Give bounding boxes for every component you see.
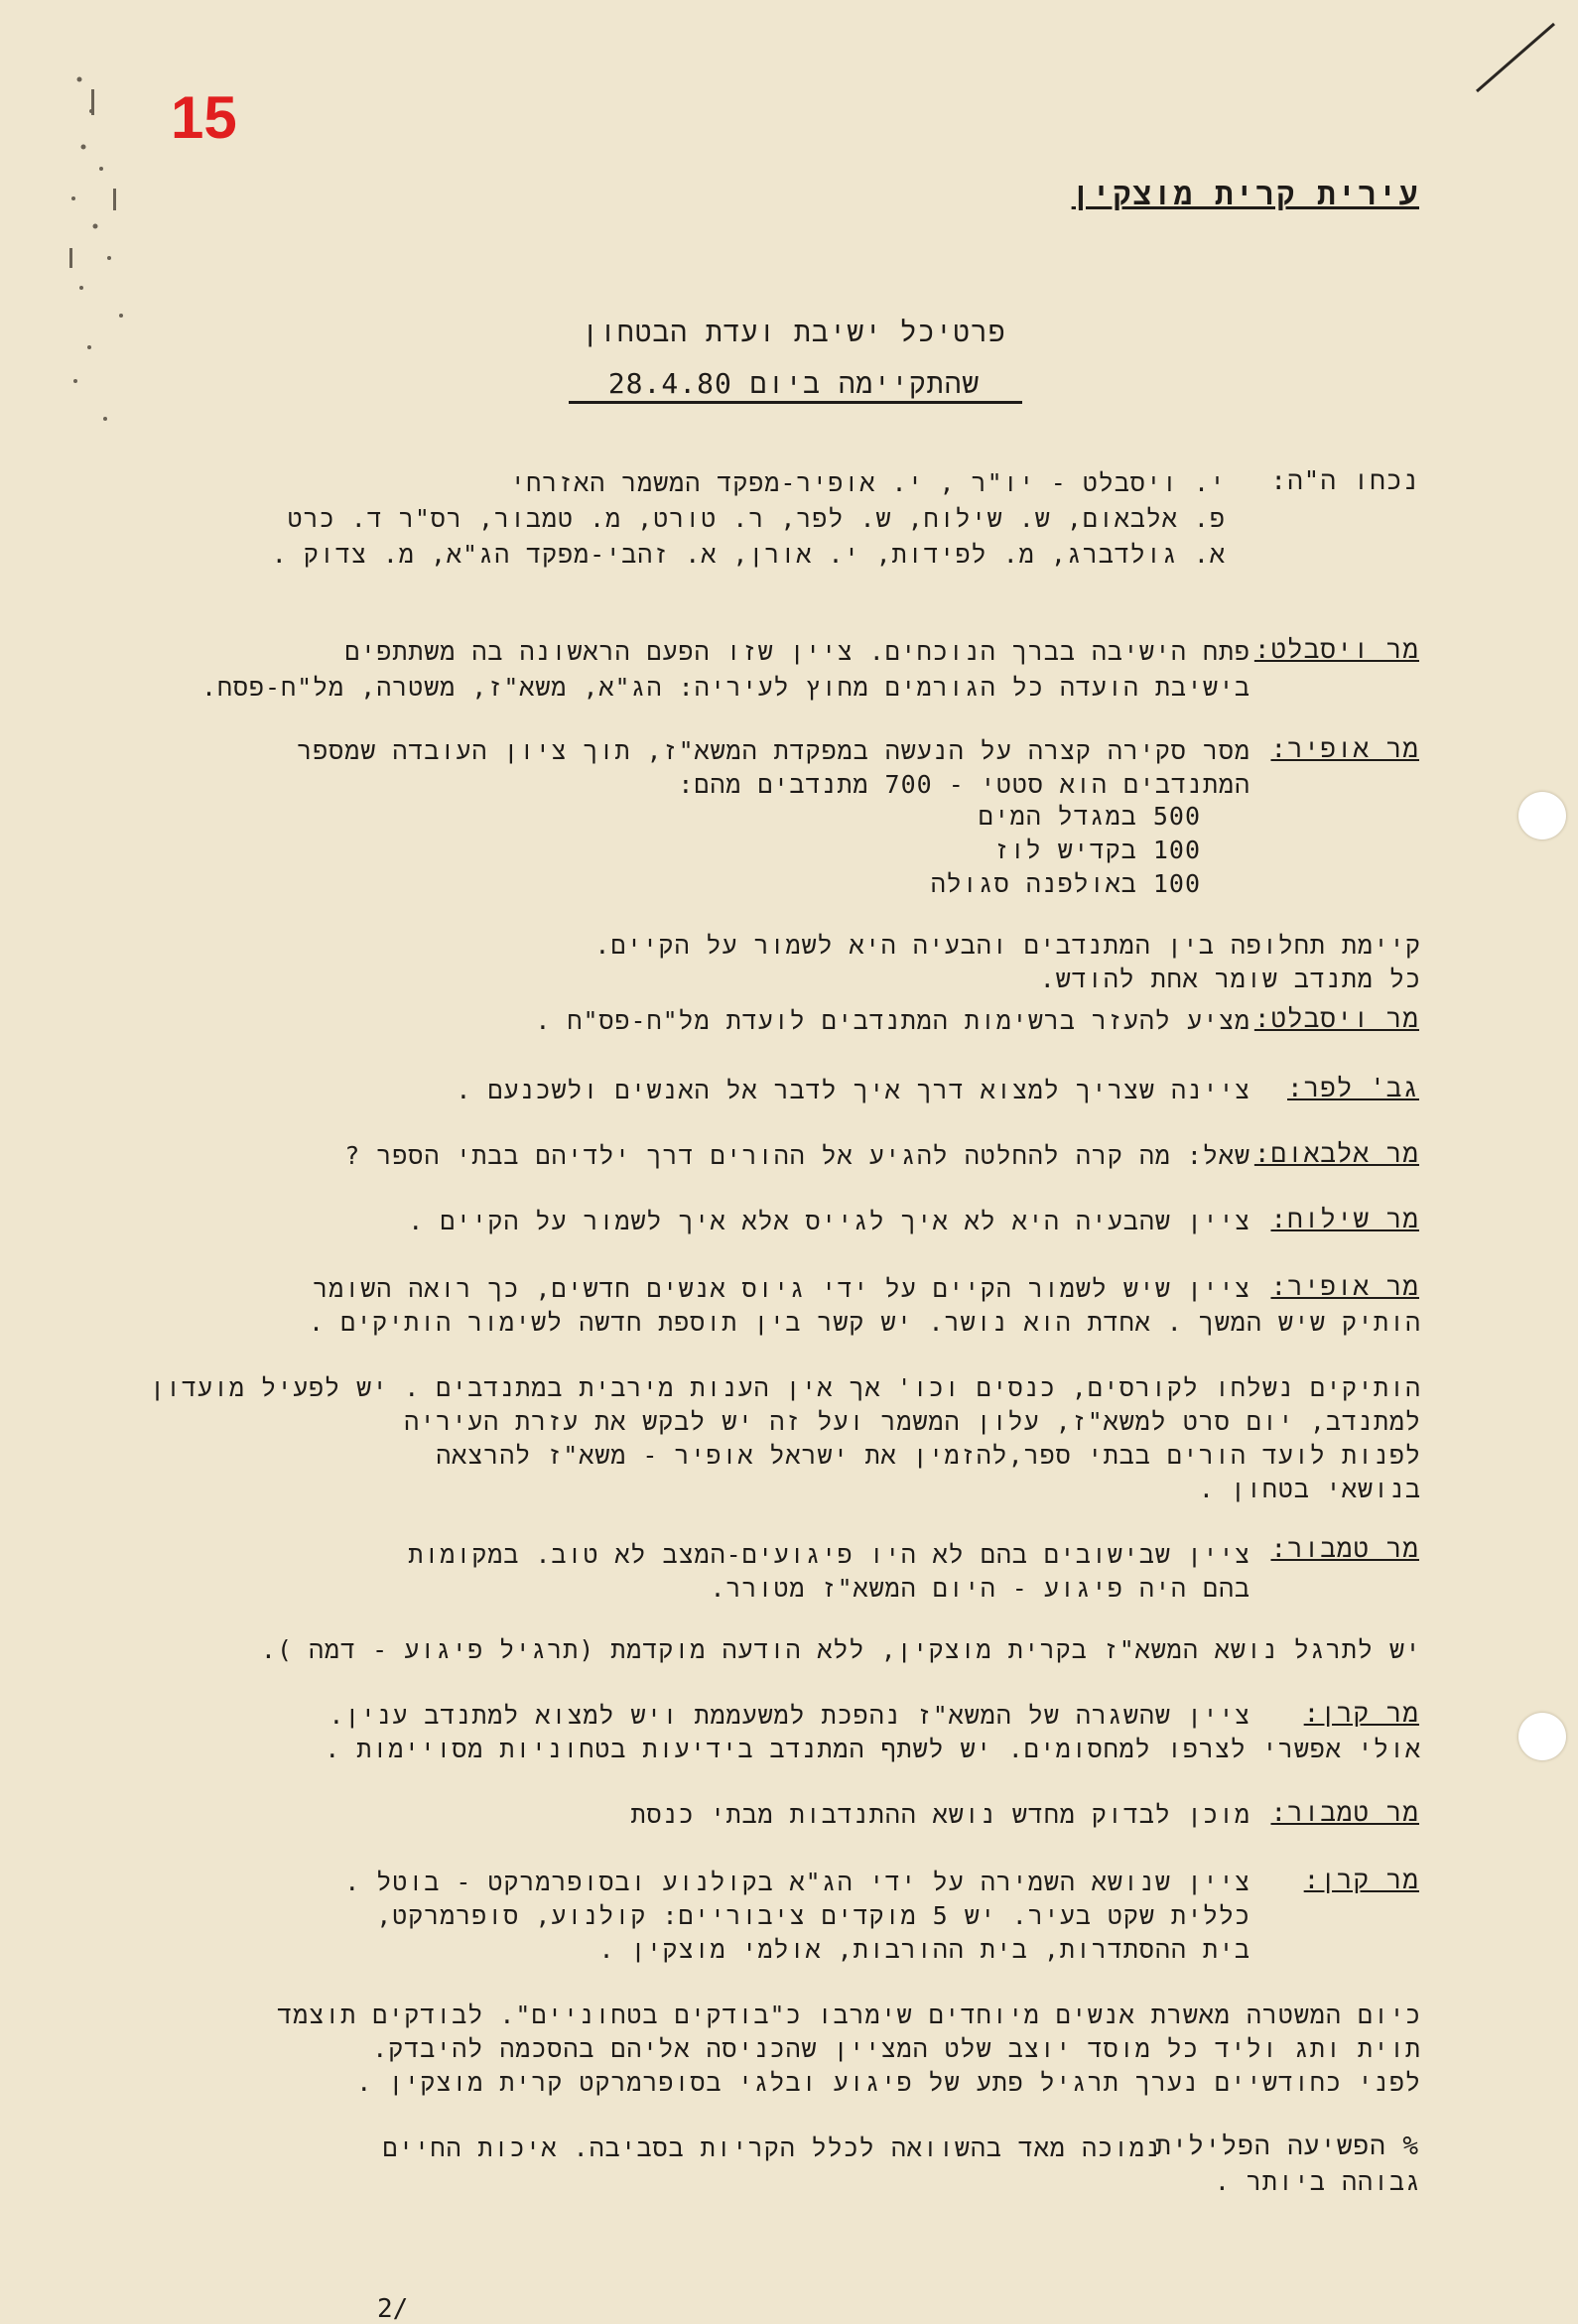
paragraph-line: הותיקים נשלחו לקורסים, כנסים וכו' אך אין הענות מירבית במתנדבים . יש לפעיל מועדון — [150, 1373, 1421, 1402]
volunteer-count-line: 100 באולפנה סגולה — [930, 869, 1201, 898]
speaker-label: מר ויסבלט: — [1253, 1004, 1419, 1034]
paragraph-line: לפנות לועד הורים בבתי ספר,להזמין את ישראל אופיר - משא"ז להרצאה — [436, 1441, 1421, 1470]
volunteer-count-line: 500 במגדל המים — [978, 802, 1201, 831]
statement-line: ציין שהבעיה היא לא איך לגייס אלא איך לשמור על הקיים . — [408, 1207, 1250, 1235]
statement-line: מוכן לבדוק מחדש נושא ההתנדבות מבתי כנסת — [630, 1800, 1250, 1829]
speaker-label: מר שילוח: — [1270, 1205, 1419, 1234]
statement-line: בהם היה פיגוע - היום המשא"ז מטורר. — [710, 1574, 1250, 1603]
paragraph-line: קיימת תחלופה בין המתנדבים והבעיה היא לשמור על הקיים. — [594, 931, 1421, 960]
statement-line: מציע להעזר ברשימות המתנדבים לועדת מל"ח-פס"ח . — [535, 1006, 1250, 1035]
punch-hole-lower — [1518, 1713, 1566, 1760]
punch-hole-upper — [1518, 792, 1566, 839]
statement-line: ציין שנושא השמירה על ידי הג"א בקולנוע ובסופרמרקט - בוטל . — [344, 1868, 1250, 1896]
pen-stroke-mark — [1467, 18, 1561, 97]
speaker-label: גב' לפר: — [1287, 1074, 1419, 1103]
speaker-label: מר טמבור: — [1270, 1798, 1419, 1828]
binder-punch-marks — [62, 50, 181, 466]
statement-line: אולי אפשרי לצרפו למחסומים. יש לשתף המתנדב בידיעות בטחוניות מסויימות . — [325, 1735, 1421, 1763]
present-label: נכחו ה"ה: — [1270, 466, 1419, 496]
document-title: פרטיכל ישיבת ועדת הבטחון — [582, 316, 1006, 348]
statement-line: ציינה שצריך למצוא דרך איך לדבר אל האנשים ולשכנעם . — [456, 1076, 1250, 1104]
present-line: פ. אלבאום, ש. שילוח, ש. לפר, ר. טורט, מ. טמבור, רס"ר ד. כרט — [287, 504, 1226, 533]
speaker-label: מר קרן: — [1303, 1699, 1419, 1729]
statement-line: ציין שהשגרה של המשא"ז נהפכת למשעממת ויש למצוא למתנדב ענין. — [329, 1701, 1250, 1730]
present-line: י. ויסבלט - יו"ר , י. אופיר-מפקד המשמר האזרחי — [510, 468, 1226, 497]
speaker-label: מר ויסבלט: — [1253, 635, 1419, 665]
statement-line: ציין שיש לשמור הקיים על ידי גיוס אנשים חדשים, כך רואה השומר — [313, 1274, 1250, 1303]
municipality-header: עירית קרית מוצקין — [1071, 177, 1419, 212]
speaker-label: מר אופיר: — [1270, 734, 1419, 764]
present-line: א. גולדברג, מ. לפידות, י. אורן, א. זהבי-מפקד הג"א, מ. צדוק . — [271, 540, 1226, 569]
speaker-label: מר אלבאום: — [1253, 1139, 1419, 1169]
statement-line: הותיק שיש המשך . אחדת הוא נושר. יש קשר בין תוספת חדשה לשימור הותיקים . — [308, 1308, 1421, 1337]
paragraph-line: לפני כחודשיים נערך תרגיל פתע של פיגוע ובלגי בסופרמרקט קרית מוצקין . — [356, 2068, 1421, 2097]
closing-label: % הפשיעה הפלילית — [1155, 2131, 1419, 2161]
statement-line: כללית שקט בעיר. יש 5 מוקדים ציבוריים: קולנוע, סופרמרקט, — [376, 1901, 1250, 1930]
paragraph-line: בנושאי בטחון . — [1198, 1475, 1421, 1503]
statement-line: שאל: מה קרה להחלטה להגיע אל ההורים דרך ילדיהם בבתי הספר ? — [344, 1141, 1250, 1170]
statement-line: פתח הישיבה בברך הנוכחים. ציין שזו הפעם הראשונה בה משתתפים — [344, 637, 1250, 666]
title-underline — [569, 401, 1022, 404]
page-number-stamp: 15 — [171, 84, 237, 151]
speaker-label: מר טמבור: — [1270, 1534, 1419, 1564]
meeting-date-line: שהתקיימה ביום 28.4.80 — [607, 367, 981, 400]
speaker-label: מר אופיר: — [1270, 1272, 1419, 1302]
paragraph-line: למתנדב, יום סרט למשא"ז, עלון המשמר ועל זה יש לבקש את עזרת העיריה — [404, 1407, 1421, 1436]
volunteer-count-line: 100 בקדיש לוז — [993, 836, 1201, 864]
statement-line: בית ההסתדרות, בית ההורבות, אולמי מוצקין . — [598, 1935, 1250, 1964]
paragraph-line: כל מתנדב שומר אחת להודש. — [1039, 965, 1421, 993]
statement-line: בישיבת הועדה כל הגורמים מחוץ לעיריה: הג"א, משא"ז, משטרה, מל"ח-פסח. — [200, 673, 1250, 702]
statement-line: נמוכה מאד בהשוואה לכלל הקריות בסביבה. איכות החיים — [382, 2133, 1161, 2162]
page-footer-mark: 2/ — [377, 2294, 409, 2324]
paragraph-line: תוית ותג וליד כל מוסד יוצב שלט המציין שהכניסה אליהם בהסכמה להיבדק. — [372, 2034, 1421, 2063]
paragraph-line: כיום המשטרה מאשרת אנשים מיוחדים שימרבו כ"בודקים בטחוניים". לבודקים תוצמד — [277, 2001, 1421, 2029]
speaker-label: מר קרן: — [1303, 1866, 1419, 1895]
paragraph-line: יש לתרגל נושא המשא"ז בקרית מוצקין, ללא הודעה מוקדמת (תרגיל פיגוע - דמה ). — [260, 1635, 1421, 1664]
statement-line: המתנדבים הוא סטטי - 700 מתנדבים מהם: — [678, 770, 1250, 799]
statement-line: גבוהה ביותר . — [1214, 2167, 1421, 2196]
statement-line: ציין שבישובים בהם לא היו פיגועים-המצב לא טוב. במקומות — [408, 1540, 1250, 1569]
statement-line: מסר סקירה קצרה על הנעשה במפקדת המשא"ז, תוך ציון העובדה שמספר — [297, 736, 1250, 765]
